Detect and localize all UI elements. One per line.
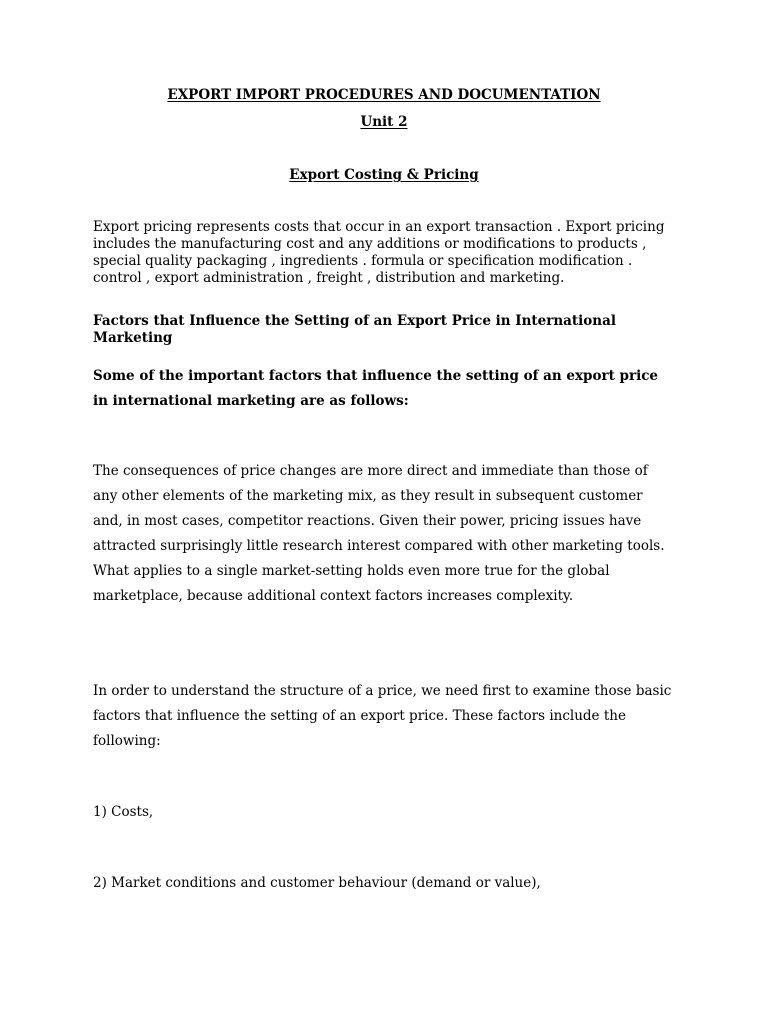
intro-paragraph: Export pricing represents costs that occur in an export transaction . Export pricing includes the manufacturing cost and any additions or modifications to products , special quality packaging , ingredients . formula or specification modification . control , export administration , freight , distribution and marketing. bbox=[93, 219, 665, 286]
section-title: Export Costing & Pricing bbox=[289, 167, 479, 183]
factors-heading: Factors that Influence the Setting of an Export Price in International Marketing bbox=[93, 313, 616, 346]
document-title: EXPORT IMPORT PROCEDURES AND DOCUMENTATION bbox=[167, 87, 601, 103]
structure-paragraph: In order to understand the structure of a price, we need first to examine those basic factors that influence the setting of an export price. These factors include the following: bbox=[93, 683, 672, 749]
list-item: 1) Costs, bbox=[93, 804, 154, 820]
consequences-paragraph: The consequences of price changes are more direct and immediate than those of any other elements of the marketing mix, as they result in subsequent customer and, in most cases, competitor reactions. Given their power, pricing issues have attracted surprisingly little research interest compared with other marketing tools. What applies to a single market-setting holds even more true for the global marketplace, because additional context factors increases complexity. bbox=[93, 463, 665, 604]
unit-label: Unit 2 bbox=[360, 114, 408, 130]
list-item: 2) Market conditions and customer behaviour (demand or value), bbox=[93, 875, 541, 891]
factors-lead-paragraph: Some of the important factors that influence the setting of an export price in international marketing are as follows: bbox=[93, 368, 659, 409]
